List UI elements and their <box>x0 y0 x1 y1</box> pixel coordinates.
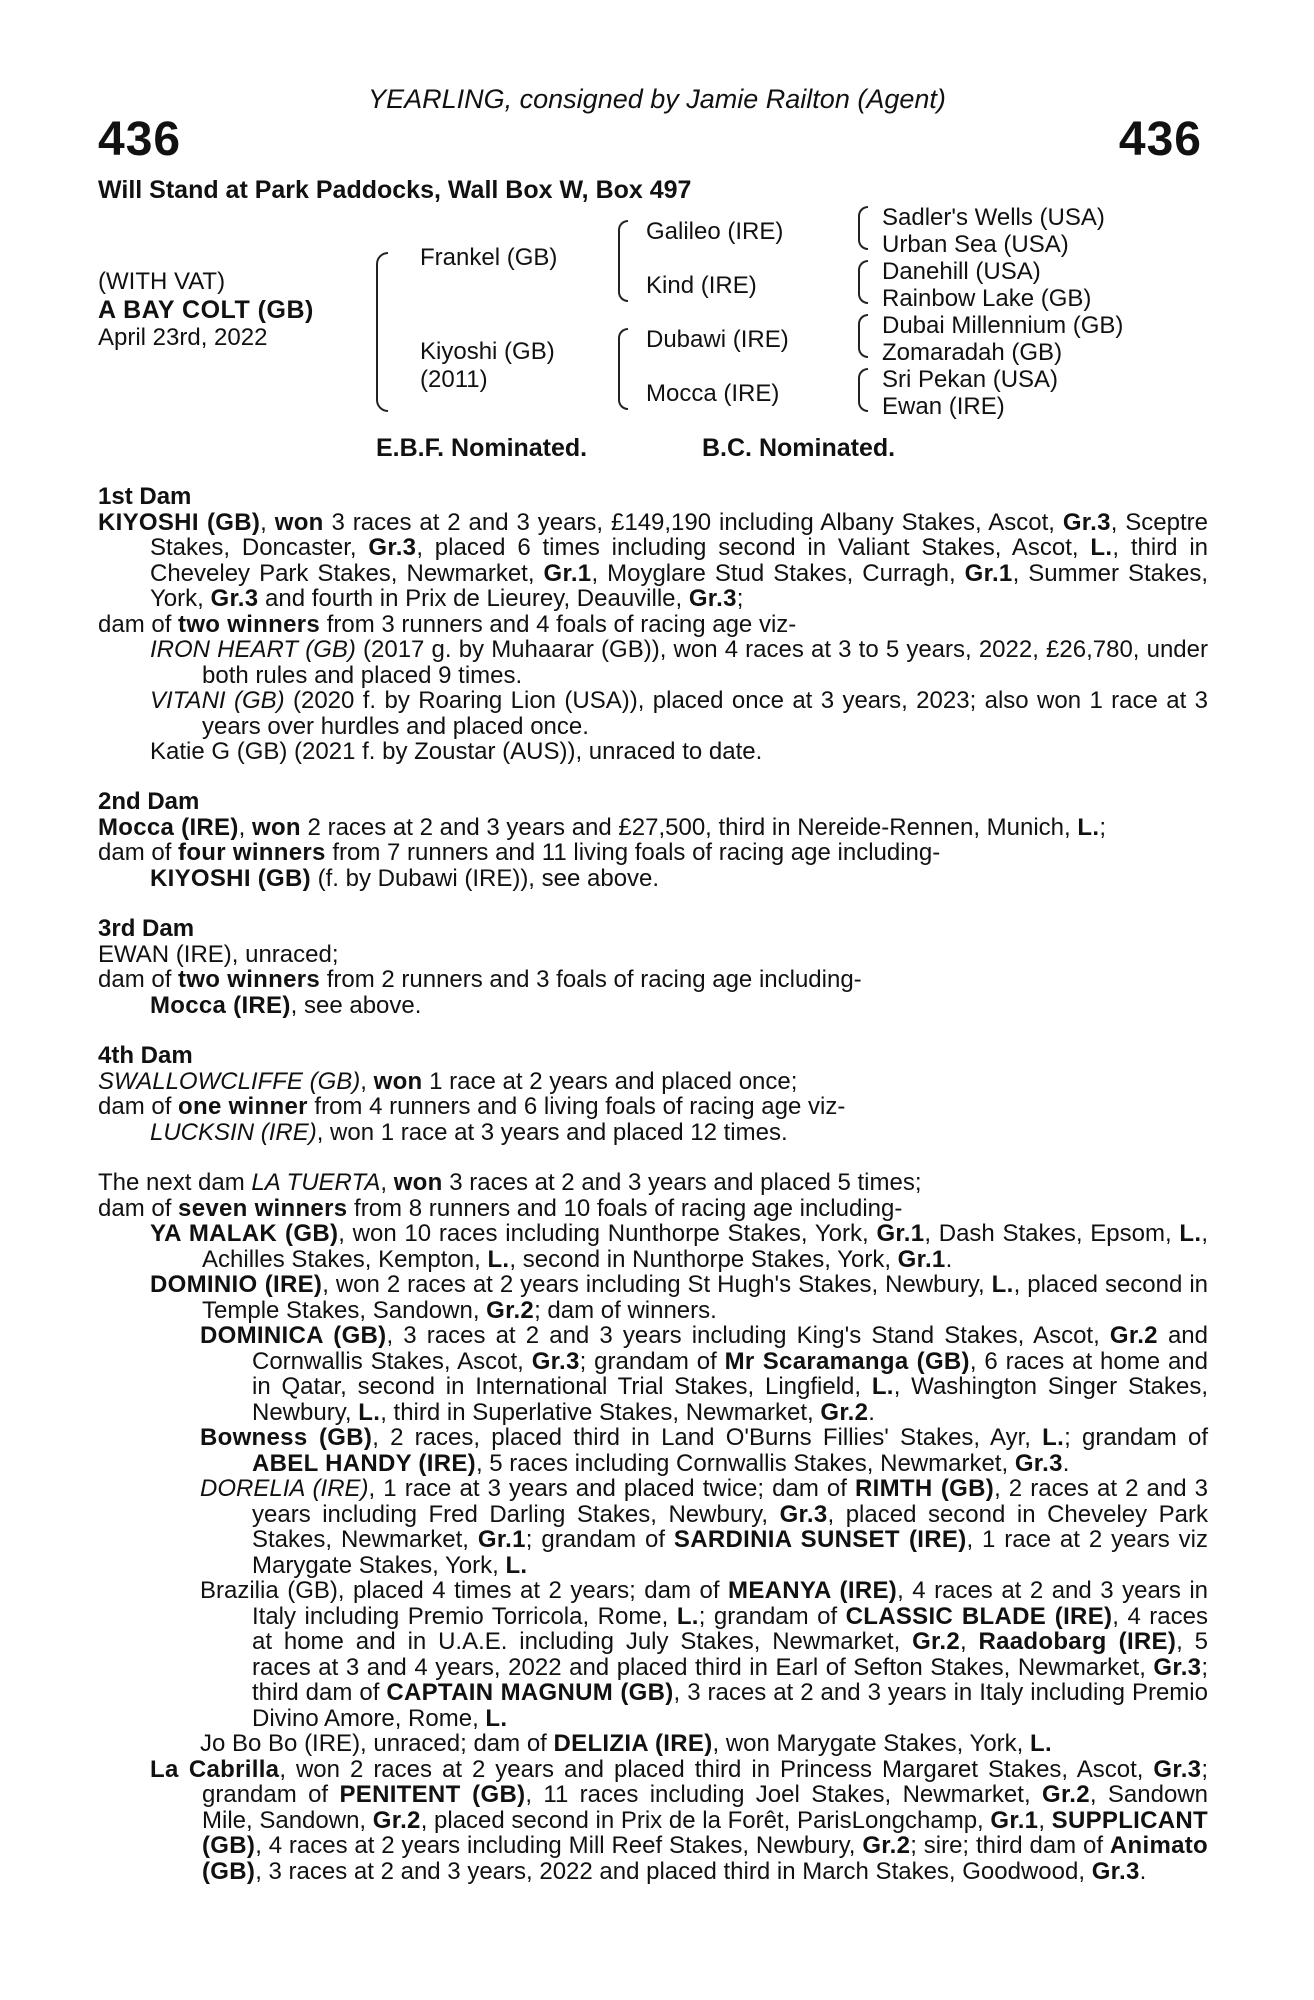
dam-year: (2011) <box>420 366 488 393</box>
ggp-brace-3 <box>858 314 868 358</box>
sire-sire: Galileo (IRE) <box>646 218 784 245</box>
ebf-nominated: E.B.F. Nominated. <box>376 434 588 462</box>
fourth-dam-heading: 4th Dam <box>98 1042 193 1069</box>
ggp-5: Dubai Millennium (GB) <box>882 312 1124 339</box>
first-dam-name: KIYOSHI (GB) <box>98 508 261 536</box>
offspring-katie-g: Katie G (GB) (2021 f. by Zoustar (AUS)), unraced to date. <box>150 738 763 765</box>
offspring-la-cabrilla: La Cabrilla, won 2 races at 2 years and placed third in Princess Margaret Stakes, Ascot, Gr.3; grandam of PENITENT (GB), 11 races including Joel Stakes, Newmarket, Gr.2, Sandown Mile, Sandown, Gr.2, placed second in Prix de la Forêt, ParisLongchamp, Gr.1, SUPPLICANT (GB), 4 races at 2 years including Mill Reef Stakes, Newbury, Gr.2; sire; third dam of Animato (GB), 3 races at 2 and 3 years, 2022 and placed third in March Stakes, Goodwood, Gr.3. <box>150 1755 1208 1885</box>
third-dam-produce-summary: dam of two winners from 2 runners and 3 foals of racing age including- <box>98 966 862 993</box>
offspring-dorelia: DORELIA (IRE), 1 race at 3 years and placed twice; dam of RIMTH (GB), 2 races at 2 and 3 years including Fred Darling Stakes, Newbury, Gr.3, placed second in Cheveley Park Stakes, Newmarket, Gr.1; grandam of SARDINIA SUNSET (IRE), 1 race at 2 years viz Marygate Stakes, York, L. <box>200 1475 1208 1579</box>
consignment-line: YEARLING, consigned by Jamie Railton (Agent) <box>368 84 946 114</box>
offspring-dominio: DOMINIO (IRE), won 2 races at 2 years including St Hugh's Stakes, Newbury, L., placed second in Temple Stakes, Sandown, Gr.2; dam of winners. <box>150 1271 1208 1324</box>
fourth-dam-record: SWALLOWCLIFFE (GB), won 1 race at 2 years and placed once; <box>98 1067 798 1095</box>
sire-dam: Kind (IRE) <box>646 272 757 299</box>
ggp-brace-1 <box>858 206 868 250</box>
ggp-1: Sadler's Wells (USA) <box>882 204 1105 231</box>
first-dam-heading: 1st Dam <box>98 483 192 510</box>
dam-brace <box>618 328 628 410</box>
ggp-6: Zomaradah (GB) <box>882 339 1063 366</box>
offspring-kiyoshi: KIYOSHI (GB) (f. by Dubawi (IRE)), see above. <box>150 864 660 892</box>
sire-brace <box>618 220 628 302</box>
dam-dam: Mocca (IRE) <box>646 380 780 407</box>
ggp-2: Urban Sea (USA) <box>882 231 1069 258</box>
offspring-lucksin: LUCKSIN (IRE), won 1 race at 3 years and placed 12 times. <box>150 1118 788 1146</box>
offspring-brazilia: Brazilia (GB), placed 4 times at 2 years; dam of MEANYA (IRE), 4 races at 2 and 3 years in Italy including Premio Torricola, Rome, L.; grandam of CLASSIC BLADE (IRE), 4 races at home and in U.A.E. including July Stakes, Newmarket, Gr.2, Raadobarg (IRE), 5 races at 3 and 4 years, 2022 and placed third in Earl of Sefton Stakes, Newmarket, Gr.3; third dam of CAPTAIN MAGNUM (GB), 3 races at 2 and 3 years in Italy including Premio Divino Amore, Rome, L. <box>200 1577 1209 1732</box>
offspring-iron-heart: IRON HEART (GB) (2017 g. by Muhaarar (GB)), won 4 races at 3 to 5 years, 2022, £26,780, under both rules and placed 9 times. <box>150 636 1208 689</box>
lot-number-left: 436 <box>98 113 182 166</box>
lot-number-right: 436 <box>1118 113 1202 166</box>
third-dam-section <box>98 916 1208 1018</box>
first-dam-record: KIYOSHI (GB), won 3 races at 2 and 3 years, £149,190 including Albany Stakes, Ascot, Gr.3, Sceptre Stakes, Doncaster, Gr.3, placed 6 times including second in Valiant Stakes, Ascot, L., third in Cheveley Park Stakes, Newmarket, Gr.1, Moyglare Stud Stakes, Curragh, Gr.1, Summer Stakes, York, Gr.3 and fourth in Prix de Lieurey, Deauville, Gr.3; <box>98 508 1208 612</box>
sire: Frankel (GB) <box>420 244 558 271</box>
third-dam-heading: 3rd Dam <box>98 915 195 942</box>
bc-nominated: B.C. Nominated. <box>702 434 896 462</box>
stand-location: Will Stand at Park Paddocks, Wall Box W, Box 497 <box>98 176 692 204</box>
dam: Kiyoshi (GB) <box>420 338 555 365</box>
offspring-vitani: VITANI (GB) (2020 f. by Roaring Lion (USA)), placed once at 3 years, 2023; also won 1 race at 3 years over hurdles and placed once. <box>150 687 1209 740</box>
offspring-dominica: DOMINICA (GB), 3 races at 2 and 3 years including King's Stand Stakes, Ascot, Gr.2 and Cornwallis Stakes, Ascot, Gr.3; grandam of Mr Scaramanga (GB), 6 races at home and in Qatar, second in International Trial Stakes, Lingfield, L., Washington Singer Stakes, Newbury, L., third in Superlative Stakes, Newmarket, Gr.2. <box>200 1322 1208 1426</box>
pedigree-brace <box>376 252 388 412</box>
offspring-bowness: Bowness (GB), 2 races, placed third in Land O'Burns Fillies' Stakes, Ayr, L.; grandam of ABEL HANDY (IRE), 5 races including Cornwallis Stakes, Newmarket, Gr.3. <box>200 1424 1208 1477</box>
second-dam-record: Mocca (IRE), won 2 races at 2 and 3 years and £27,500, third in Nereide-Rennen, Munich, L.; <box>98 813 1106 841</box>
ggp-brace-2 <box>858 260 868 304</box>
ggp-brace-4 <box>858 368 868 412</box>
first-dam-section <box>98 484 1208 765</box>
next-dam-record: The next dam LA TUERTA, won 3 races at 2 and 3 years and placed 5 times; <box>98 1169 922 1196</box>
fourth-dam-section <box>98 1043 1208 1145</box>
dam-sire: Dubawi (IRE) <box>646 326 789 353</box>
fourth-dam-produce-summary: dam of one winner from 4 runners and 6 living foals of racing age viz- <box>98 1093 846 1120</box>
next-dam-produce-summary: dam of seven winners from 8 runners and 10 foals of racing age including- <box>98 1194 903 1222</box>
first-dam-produce-summary: dam of two winners from 3 runners and 4 foals of racing age viz- <box>98 610 797 638</box>
ggp-7: Sri Pekan (USA) <box>882 366 1059 393</box>
second-dam-section <box>98 789 1208 891</box>
horse-name: A BAY COLT (GB) <box>98 296 314 324</box>
second-dam-produce-summary: dam of four winners from 7 runners and 11 living foals of racing age including- <box>98 839 941 866</box>
ggp-8: Ewan (IRE) <box>882 393 1005 420</box>
horse-dob: April 23rd, 2022 <box>98 324 268 351</box>
offspring-mocca: Mocca (IRE), see above. <box>150 991 422 1019</box>
offspring-jo-bo-bo: Jo Bo Bo (IRE), unraced; dam of DELIZIA (IRE), won Marygate Stakes, York, L. <box>200 1730 1052 1757</box>
second-dam-heading: 2nd Dam <box>98 788 200 815</box>
offspring-ya-malak: YA MALAK (GB), won 10 races including Nunthorpe Stakes, York, Gr.1, Dash Stakes, Epsom, L., Achilles Stakes, Kempton, L., second in Nunthorpe Stakes, York, Gr.1. <box>150 1220 1208 1273</box>
ggp-3: Danehill (USA) <box>882 258 1041 285</box>
ggp-4: Rainbow Lake (GB) <box>882 285 1092 312</box>
vat-note: (WITH VAT) <box>98 268 226 295</box>
next-dam-section <box>98 1170 1208 1884</box>
third-dam-record: EWAN (IRE), unraced; <box>98 940 339 968</box>
